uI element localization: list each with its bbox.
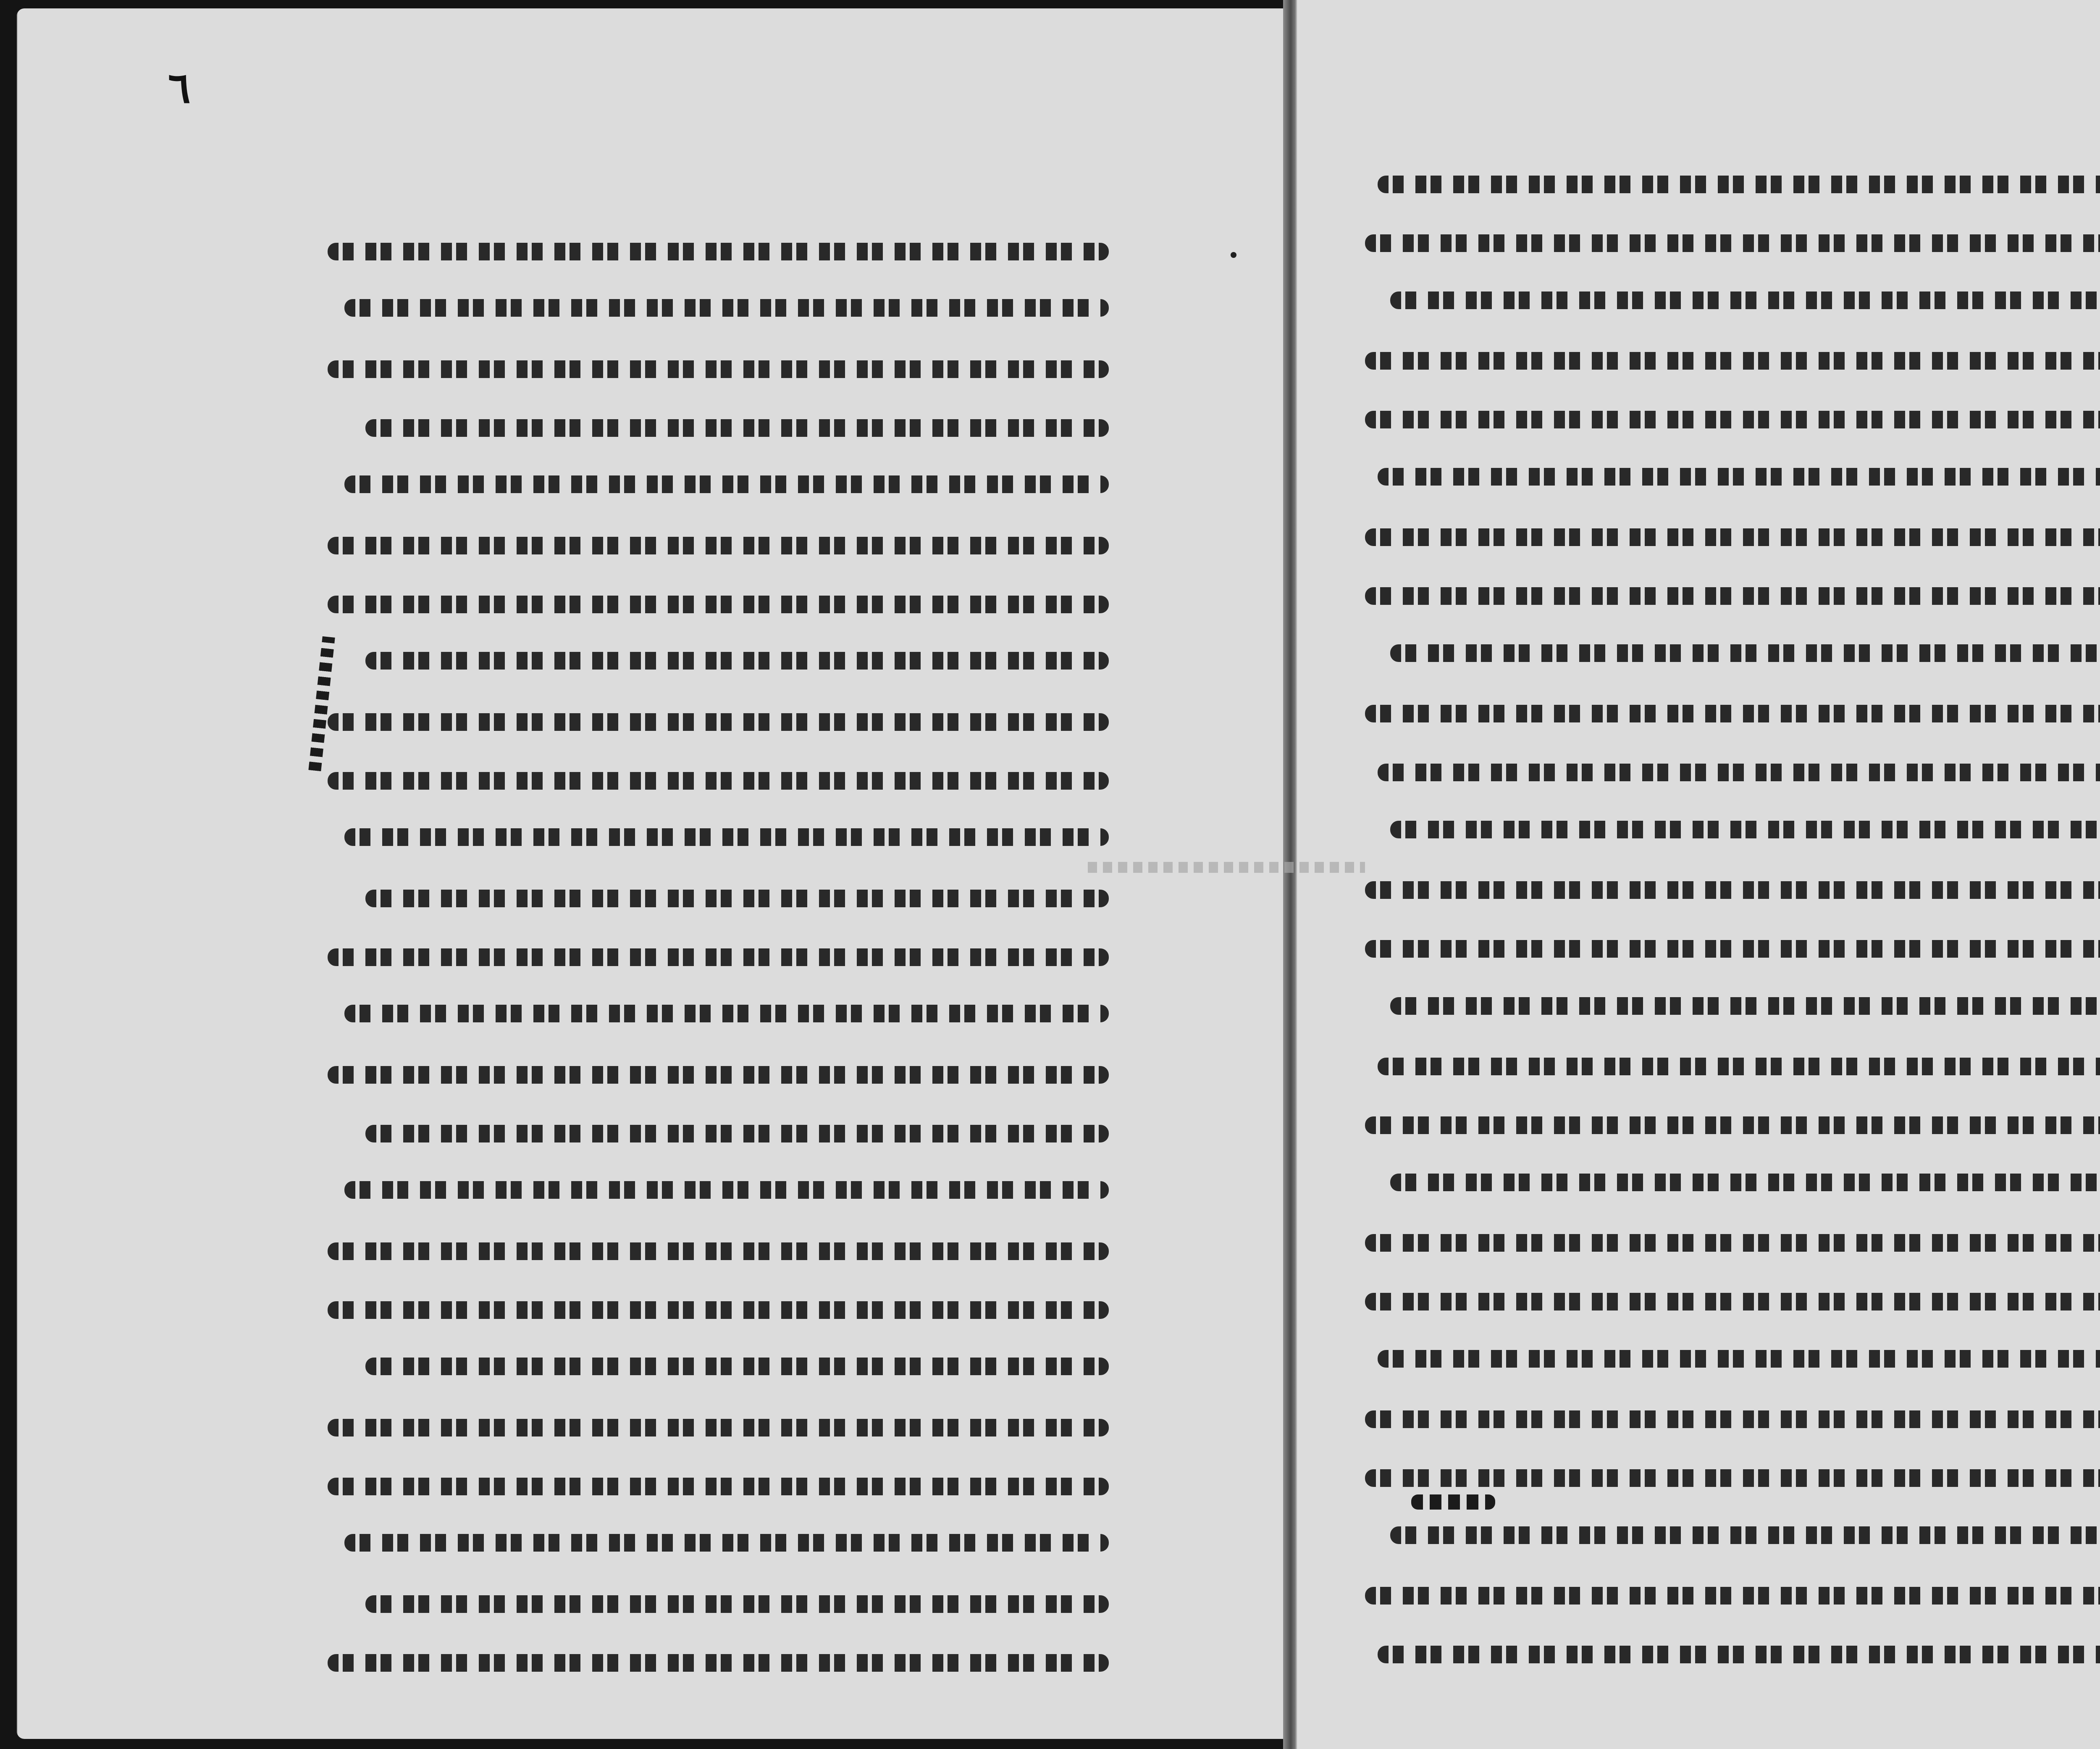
manuscript-line bbox=[328, 1100, 1109, 1150]
manuscript-line bbox=[1365, 563, 2100, 612]
left-page-text-block bbox=[328, 218, 1109, 1689]
manuscript-line bbox=[1365, 386, 2100, 436]
manuscript-line bbox=[328, 1042, 1109, 1091]
manuscript-line bbox=[1365, 445, 2100, 495]
manuscript-line bbox=[328, 1630, 1109, 1679]
manuscript-line bbox=[328, 1453, 1109, 1503]
manuscript-line bbox=[1365, 1268, 2100, 1318]
manuscript-line bbox=[328, 395, 1109, 444]
manuscript-line bbox=[1365, 269, 2100, 318]
manuscript-line bbox=[328, 571, 1109, 621]
manuscript-line bbox=[328, 630, 1109, 680]
ink-speck bbox=[1231, 252, 1236, 258]
manuscript-line bbox=[328, 689, 1109, 738]
manuscript-line bbox=[1365, 504, 2100, 554]
manuscript-line bbox=[1365, 798, 2100, 848]
manuscript-line bbox=[328, 336, 1109, 386]
manuscript-line bbox=[328, 1394, 1109, 1444]
manuscript-line bbox=[1365, 1210, 2100, 1259]
manuscript-line bbox=[328, 1218, 1109, 1268]
catchword bbox=[1403, 1474, 1504, 1525]
manuscript-line bbox=[328, 748, 1109, 797]
manuscript-line bbox=[1365, 857, 2100, 906]
manuscript-line bbox=[328, 1336, 1109, 1385]
manuscript-line bbox=[328, 512, 1109, 562]
manuscript-line bbox=[1365, 916, 2100, 965]
manuscript-line bbox=[1365, 1386, 2100, 1436]
right-page-text-block bbox=[1365, 151, 2100, 1680]
manuscript-line bbox=[328, 1159, 1109, 1209]
manuscript-line bbox=[1365, 622, 2100, 671]
manuscript-line bbox=[1365, 1327, 2100, 1377]
manuscript-line bbox=[1365, 1563, 2100, 1612]
library-watermark bbox=[1075, 844, 1378, 890]
manuscript-line bbox=[1365, 1033, 2100, 1083]
manuscript-line bbox=[1365, 1092, 2100, 1142]
manuscript-line bbox=[1365, 974, 2100, 1024]
manuscript-line bbox=[1365, 328, 2100, 377]
manuscript-line bbox=[328, 277, 1109, 327]
manuscript-line bbox=[328, 983, 1109, 1032]
manuscript-line bbox=[328, 454, 1109, 503]
manuscript-line bbox=[328, 865, 1109, 915]
manuscript-line bbox=[328, 1277, 1109, 1326]
manuscript-line bbox=[1365, 1621, 2100, 1671]
page-edge bbox=[17, 8, 18, 1739]
manuscript-line bbox=[1365, 151, 2100, 201]
manuscript-line bbox=[328, 924, 1109, 974]
manuscript-line bbox=[328, 1571, 1109, 1620]
manuscript-line bbox=[1365, 739, 2100, 789]
manuscript-line bbox=[328, 218, 1109, 268]
page-number: ٦ bbox=[168, 63, 191, 113]
manuscript-line bbox=[1365, 680, 2100, 730]
manuscript-line bbox=[328, 1512, 1109, 1562]
manuscript-line bbox=[1365, 1151, 2100, 1200]
manuscript-line bbox=[1365, 210, 2100, 260]
manuscript-line bbox=[328, 806, 1109, 856]
